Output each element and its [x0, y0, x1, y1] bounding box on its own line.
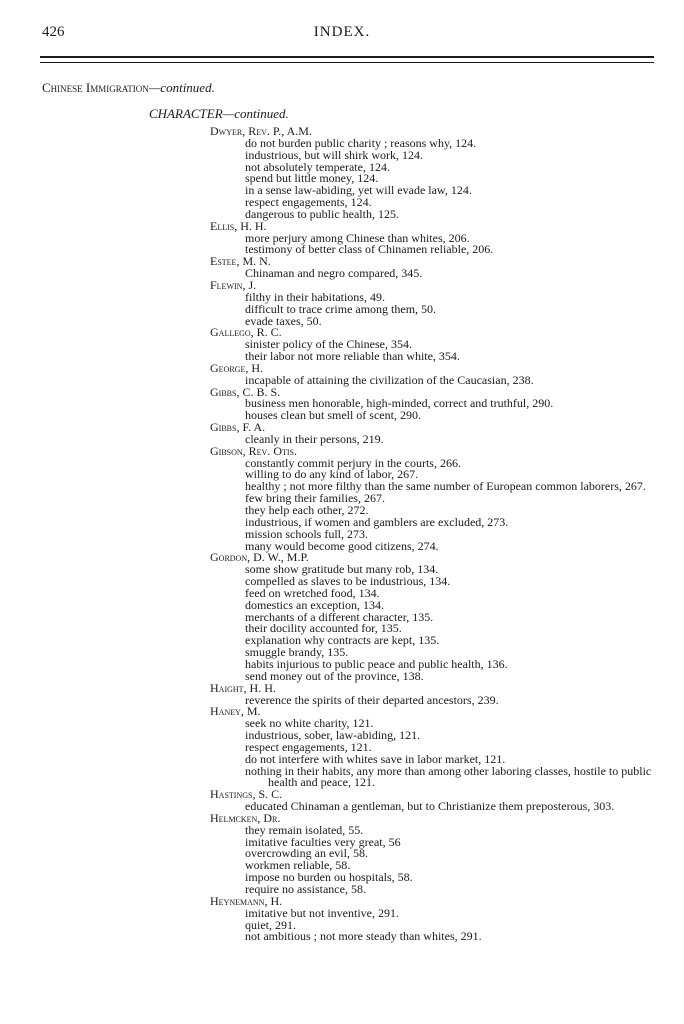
- index-entry: [210, 327, 660, 363]
- entry-name: Dwyer, Rev. P., A.M.: [210, 124, 312, 138]
- entry-item: do not burden public charity ; reasons why, 124.: [245, 135, 477, 150]
- entry-name: Flewin, J.: [210, 277, 257, 292]
- entry-item: overcrowding an evil, 58.: [245, 846, 368, 861]
- entry-item: reverence the spirits of their departed ancestors, 239.: [245, 692, 499, 707]
- entry-item: their labor not more reliable than white, 354.: [245, 349, 460, 364]
- entry-item: industrious, sober, law-abiding, 121.: [245, 728, 421, 743]
- entry-item: explanation why contracts are kept, 135.: [245, 633, 440, 648]
- entry-item: in a sense law-abiding, yet will evade law, 124.: [245, 183, 472, 198]
- entry-item: business men honorable, high-minded, correct and truthful, 290.: [245, 396, 554, 411]
- entry-item: send money out of the province, 138.: [245, 668, 424, 683]
- entry-item: do not interfere with whites save in labor market, 121.: [245, 751, 506, 766]
- index-entry: [210, 680, 660, 707]
- entry-item: testimony of better class of Chinamen reliable, 206.: [245, 242, 494, 257]
- entry-item: they remain isolated, 55.: [245, 822, 364, 837]
- entry-item: some show gratitude but many rob, 134.: [245, 562, 439, 577]
- entry-name: Helmcken, Dr.: [210, 810, 281, 825]
- entry-item: evade taxes, 50.: [245, 313, 322, 328]
- entry-item: industrious, if women and gamblers are excluded, 273.: [245, 514, 509, 529]
- index-entry: [210, 360, 660, 387]
- index-entry: [210, 706, 660, 789]
- entry-item: imitative but not inventive, 291.: [245, 905, 399, 920]
- entry-name: Gibson, Rev. Otis.: [210, 443, 298, 458]
- index-entry: [210, 893, 660, 944]
- entry-item: sinister policy of the Chinese, 354.: [245, 337, 412, 352]
- entry-item: they help each other, 272.: [245, 503, 369, 517]
- entry-item: more perjury among Chinese than whites, 206.: [245, 230, 470, 245]
- section-heading-title: Chinese Immigration: [42, 80, 149, 95]
- entry-item: few bring their families, 267.: [245, 491, 385, 506]
- entry-item: incapable of attaining the civilization of the Caucasian, 238.: [245, 372, 534, 387]
- entry-name: George, H.: [210, 360, 263, 375]
- entry-item: seek no white charity, 121.: [245, 716, 374, 731]
- entry-item: industrious, but will shirk work, 124.: [245, 147, 424, 162]
- entry-item: compelled as slaves to be industrious, 134.: [245, 574, 451, 589]
- entry-item: imitative faculties very great, 56: [245, 834, 401, 849]
- entry-item: smuggle brandy, 135.: [245, 645, 349, 660]
- entry-item: merchants of a different character, 135.: [245, 609, 434, 624]
- subsection-heading: CHARACTER—continued.: [149, 106, 289, 121]
- entry-name: Estee, M. N.: [210, 254, 271, 269]
- entry-item: respect engagements, 124.: [245, 195, 372, 210]
- section-heading: [42, 80, 215, 96]
- entry-item: domestics an exception, 134.: [245, 597, 384, 612]
- index-entry: [210, 552, 660, 682]
- entry-item: filthy in their habitations, 49.: [245, 289, 385, 304]
- entry-item: require no assistance, 58.: [245, 882, 366, 896]
- entry-item: constantly commit perjury in the courts, 266.: [245, 455, 461, 470]
- index-entry: [210, 126, 660, 221]
- entry-item: dangerous to public health, 125.: [245, 206, 399, 221]
- entry-item: healthy ; not more filthy than the same number of European common laborers, 267.: [245, 479, 646, 494]
- page-number: 426: [42, 24, 65, 40]
- entry-item: habits injurious to public peace and public health, 136.: [245, 656, 508, 671]
- entry-item: difficult to trace crime among them, 50.: [245, 301, 437, 316]
- index-entry: [210, 422, 660, 446]
- entry-name: Haight, H. H.: [210, 680, 276, 695]
- entry-item: not absolutely temperate, 124.: [245, 159, 390, 174]
- index-entry: [210, 218, 660, 257]
- entry-name: Gordon, D. W., M.P.: [210, 550, 309, 565]
- entry-item: not ambitious ; not more steady than whites, 291.: [245, 929, 482, 944]
- index-entry: [210, 256, 660, 280]
- index-entry: [210, 810, 660, 896]
- running-head: INDEX.: [313, 24, 371, 40]
- index-entry: [210, 443, 660, 553]
- index-entry: [210, 789, 660, 813]
- index-entries: [210, 126, 660, 943]
- entry-item: feed on wretched food, 134.: [245, 585, 380, 600]
- entry-name: Ellis, H. H.: [210, 218, 267, 233]
- entry-item: houses clean but smell of scent, 290.: [245, 408, 421, 423]
- header-rule-thick: [40, 56, 654, 58]
- entry-item: willing to do any kind of labor, 267.: [245, 467, 419, 482]
- entry-item: impose no burden ou hospitals, 58.: [245, 870, 413, 885]
- entry-name: Gibbs, F. A.: [210, 420, 266, 435]
- entry-item: respect engagements, 121.: [245, 739, 372, 754]
- entry-name: Hastings, S. C.: [210, 787, 283, 802]
- entry-item: cleanly in their persons, 219.: [245, 431, 384, 446]
- entry-item: spend but little money, 124.: [245, 171, 379, 186]
- header-rule-thin: [40, 62, 654, 63]
- entry-item: mission schools full, 273.: [245, 526, 369, 541]
- index-entry: [210, 384, 660, 423]
- entry-name: Heynemann, H.: [210, 893, 283, 908]
- entry-item: educated Chinaman a gentleman, but to Christianize them preposterous, 303.: [245, 799, 615, 814]
- section-heading-continued: —continued.: [148, 80, 215, 95]
- entry-name: Gibbs, C. B. S.: [210, 384, 281, 399]
- entry-name: Haney, M.: [210, 704, 261, 719]
- entry-item: their docility accounted for, 135.: [245, 621, 402, 636]
- entry-item: many would become good citizens, 274.: [245, 538, 439, 553]
- entry-item: quiet, 291.: [245, 917, 296, 932]
- entry-item: nothing in their habits, any more than among other laboring classes, hostile to public health and peace, 121.: [245, 763, 652, 790]
- entry-item: Chinaman and negro compared, 345.: [245, 266, 423, 281]
- index-entry: [210, 277, 660, 328]
- entry-name: Gallego, R. C.: [210, 325, 282, 340]
- entry-item: workmen reliable, 58.: [245, 858, 351, 873]
